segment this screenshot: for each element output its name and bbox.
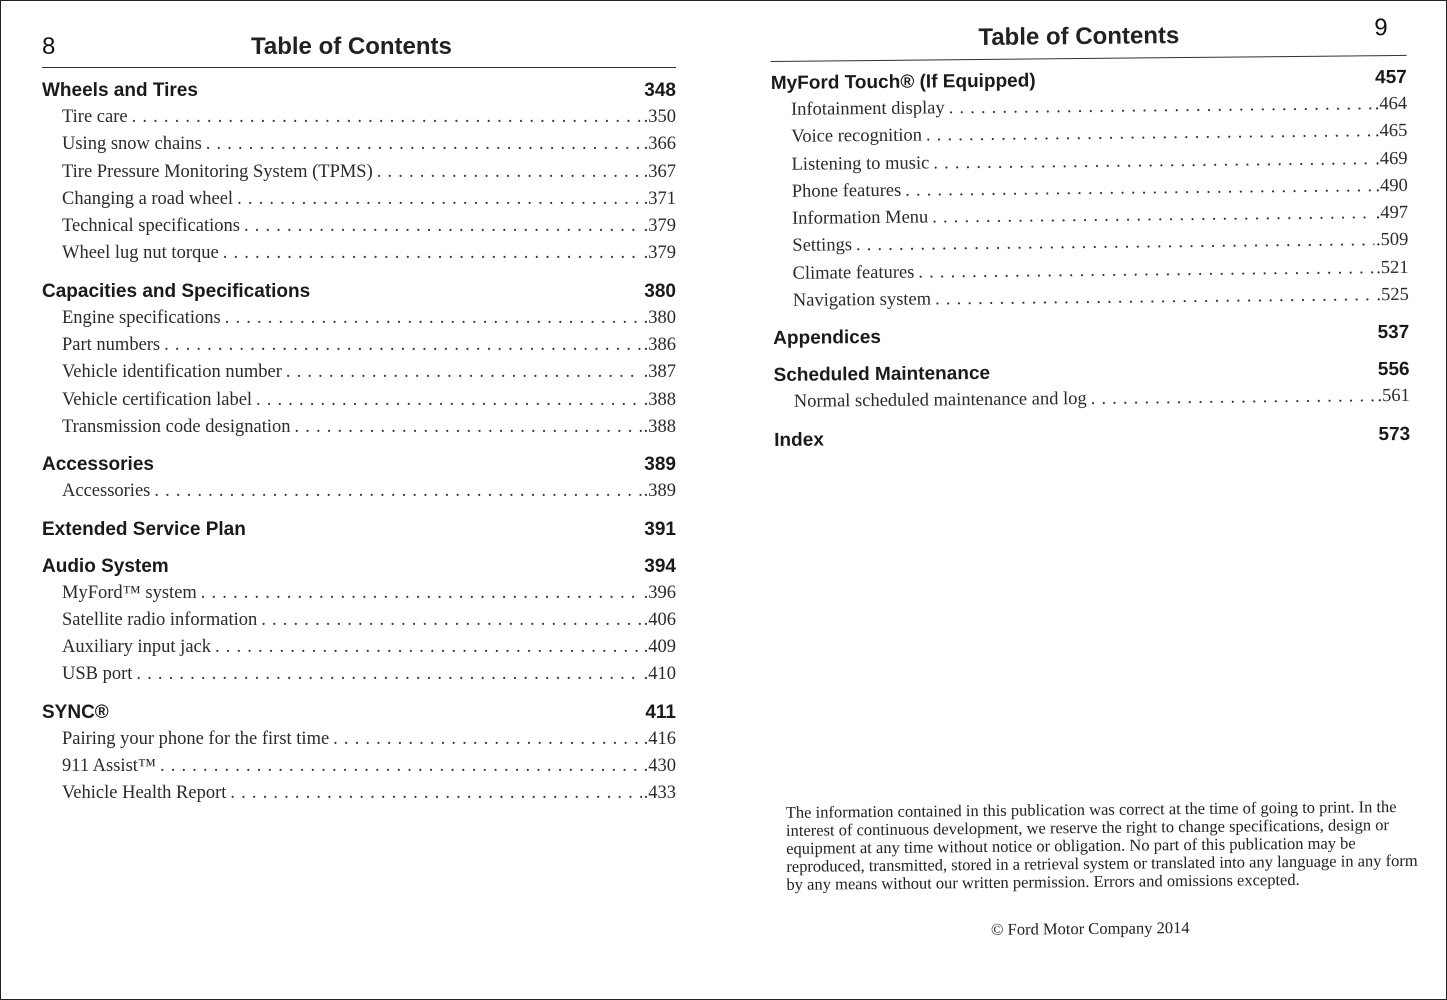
dot-leader bbox=[215, 634, 642, 661]
entry-page-number: .409 bbox=[643, 637, 676, 658]
entry-label: Using snow chains bbox=[62, 134, 202, 155]
section-gap bbox=[42, 268, 676, 278]
entry-page-number: .525 bbox=[1376, 284, 1409, 306]
entry-label: Climate features bbox=[792, 262, 915, 284]
entry-page-number: .406 bbox=[643, 609, 676, 630]
section-page-number: 457 bbox=[1374, 66, 1407, 89]
entry-label: Voice recognition bbox=[791, 125, 923, 148]
entry-page-number: .416 bbox=[643, 728, 676, 749]
entry-label: Technical specifications bbox=[62, 216, 240, 237]
entry-page-number: .465 bbox=[1374, 121, 1408, 142]
toc-entry[interactable] bbox=[42, 478, 676, 505]
toc-entry[interactable] bbox=[42, 359, 676, 386]
entry-page-number: .521 bbox=[1376, 257, 1409, 278]
section-title: Accessories bbox=[42, 454, 154, 476]
entry-page-number: .410 bbox=[643, 664, 676, 685]
entry-page-number: .371 bbox=[643, 188, 676, 209]
toc-entry[interactable] bbox=[42, 186, 676, 213]
entry-page-number: .379 bbox=[643, 216, 676, 237]
section-page-number: 380 bbox=[644, 280, 676, 302]
right-page bbox=[770, 0, 1420, 1000]
header-rule bbox=[771, 55, 1407, 62]
dot-leader bbox=[201, 580, 642, 607]
section-page-number: 573 bbox=[1378, 423, 1411, 445]
dot-leader bbox=[261, 607, 641, 634]
dot-leader bbox=[256, 387, 642, 414]
section-gap bbox=[42, 543, 676, 553]
toc-section-heading[interactable] bbox=[42, 451, 676, 478]
entry-page-number: .388 bbox=[643, 416, 676, 437]
toc-list bbox=[771, 64, 1411, 454]
section-title: MyFord Touch® (If Equipped) bbox=[770, 70, 1036, 94]
entry-page-number: .430 bbox=[643, 756, 676, 777]
entry-label: Vehicle Health Report bbox=[62, 783, 227, 804]
entry-label: Tire care bbox=[62, 107, 128, 127]
toc-entry[interactable] bbox=[42, 607, 676, 634]
dot-leader bbox=[1091, 384, 1376, 414]
dot-leader bbox=[949, 91, 1373, 122]
entry-label: MyFord™ system bbox=[62, 582, 197, 603]
toc-entry[interactable] bbox=[42, 213, 676, 240]
toc-entry[interactable] bbox=[42, 332, 676, 359]
entry-page-number: .387 bbox=[643, 362, 676, 383]
section-page-number: 537 bbox=[1377, 322, 1410, 344]
copyright-notice: © Ford Motor Company 2014 bbox=[990, 918, 1190, 939]
toc-section-heading[interactable] bbox=[42, 278, 676, 305]
entry-page-number: .469 bbox=[1375, 148, 1408, 169]
dot-leader bbox=[230, 780, 641, 807]
dot-leader bbox=[223, 240, 642, 267]
entry-page-number: .433 bbox=[643, 783, 676, 804]
entry-label: 911 Assist™ bbox=[62, 756, 157, 777]
dot-leader bbox=[164, 332, 641, 359]
entry-page-number: .561 bbox=[1377, 386, 1410, 407]
toc-entry[interactable] bbox=[42, 661, 676, 688]
entry-page-number: .497 bbox=[1375, 203, 1409, 224]
section-page-number: 556 bbox=[1377, 359, 1410, 381]
dot-leader bbox=[237, 186, 642, 213]
dot-leader bbox=[244, 213, 642, 240]
toc-entry[interactable] bbox=[42, 104, 676, 131]
section-page-number: 348 bbox=[644, 80, 676, 101]
entry-label: Tire Pressure Monitoring System (TPMS) bbox=[62, 161, 373, 182]
section-title: Appendices bbox=[773, 327, 882, 350]
page-number: 8 bbox=[42, 33, 56, 60]
entry-label: Listening to music bbox=[791, 153, 930, 175]
toc-entry[interactable] bbox=[42, 753, 676, 780]
disclaimer-text: The information contained in this publication was correct at the time of going to print. In the interest of continuous development, we reserve the right to change specifications, design or equipment at any time without notice or obligation. No part of this publication may be reproduced, transmitted, stored in a retrieval system or translated into any language in any form by any means without our written permission. Errors and omissions excepted. bbox=[785, 797, 1418, 894]
entry-label: Normal scheduled maintenance and log bbox=[793, 389, 1087, 413]
entry-label: Transmission code designation bbox=[62, 416, 291, 437]
toc-section-heading[interactable] bbox=[42, 516, 676, 543]
entry-label: Vehicle identification number bbox=[62, 362, 282, 383]
entry-label: USB port bbox=[62, 664, 133, 685]
dot-leader bbox=[225, 305, 642, 332]
dot-leader bbox=[206, 131, 642, 158]
section-title: Extended Service Plan bbox=[42, 518, 246, 540]
toc-entry[interactable] bbox=[42, 414, 676, 441]
dot-leader bbox=[286, 359, 642, 386]
section-title: Audio System bbox=[42, 555, 169, 577]
section-title: Wheels and Tires bbox=[42, 80, 198, 101]
toc-section-heading[interactable] bbox=[42, 699, 676, 726]
section-title: Scheduled Maintenance bbox=[773, 363, 991, 387]
entry-page-number: .379 bbox=[643, 243, 676, 264]
entry-label: Engine specifications bbox=[62, 307, 221, 328]
toc-entry[interactable] bbox=[42, 726, 676, 753]
header-rule bbox=[42, 67, 676, 68]
entry-page-number: .367 bbox=[643, 161, 676, 182]
dot-leader bbox=[377, 159, 642, 186]
toc-section-heading[interactable] bbox=[42, 77, 676, 104]
toc-list bbox=[42, 77, 676, 808]
entry-label: Vehicle certification label bbox=[62, 389, 253, 410]
dot-leader bbox=[918, 255, 1374, 287]
entry-label: Satellite radio information bbox=[62, 609, 258, 630]
dot-leader bbox=[132, 104, 642, 131]
toc-section-heading[interactable] bbox=[42, 553, 676, 580]
section-page-number: 389 bbox=[644, 454, 676, 476]
page-number: 9 bbox=[1374, 14, 1388, 42]
toc-entry[interactable] bbox=[42, 131, 676, 158]
entry-page-number: .380 bbox=[643, 307, 676, 328]
dot-leader bbox=[295, 414, 642, 441]
entry-page-number: .490 bbox=[1375, 175, 1408, 197]
section-gap bbox=[42, 441, 676, 451]
dot-leader bbox=[160, 753, 642, 780]
toc-entry[interactable] bbox=[42, 240, 676, 267]
section-gap bbox=[42, 506, 676, 516]
entry-page-number: .389 bbox=[643, 481, 676, 502]
entry-page-number: .509 bbox=[1375, 230, 1409, 251]
entry-page-number: .366 bbox=[643, 134, 676, 155]
dot-leader bbox=[933, 146, 1373, 178]
section-title: Capacities and Specifications bbox=[42, 280, 311, 302]
entry-label: Accessories bbox=[62, 481, 151, 502]
toc-section-heading[interactable] bbox=[774, 421, 1410, 454]
section-title: Index bbox=[774, 429, 824, 451]
entry-page-number: .396 bbox=[643, 582, 676, 603]
entry-label: Pairing your phone for the first time bbox=[62, 728, 330, 749]
page-title: Table of Contents bbox=[251, 33, 452, 60]
dot-leader bbox=[932, 200, 1374, 232]
entry-label: Settings bbox=[792, 235, 853, 257]
toc-entry[interactable] bbox=[42, 634, 676, 661]
entry-label: Wheel lug nut torque bbox=[62, 243, 219, 264]
section-title: SYNC® bbox=[42, 701, 109, 723]
toc-entry[interactable] bbox=[42, 580, 676, 607]
entry-page-number: .464 bbox=[1374, 93, 1408, 115]
entry-label: Auxiliary input jack bbox=[62, 637, 211, 658]
dot-leader bbox=[333, 726, 641, 753]
entry-label: Navigation system bbox=[792, 289, 932, 311]
dot-leader bbox=[136, 661, 641, 688]
dot-leader bbox=[926, 119, 1373, 151]
section-page-number: 391 bbox=[644, 518, 676, 540]
entry-label: Information Menu bbox=[792, 207, 929, 229]
entry-page-number: .388 bbox=[643, 389, 676, 410]
dot-leader bbox=[154, 478, 641, 505]
toc-entry[interactable] bbox=[42, 305, 676, 332]
toc-entry[interactable] bbox=[42, 159, 676, 186]
entry-page-number: .350 bbox=[643, 107, 676, 127]
entry-page-number: .386 bbox=[643, 335, 676, 356]
entry-label: Infotainment display bbox=[790, 98, 945, 120]
section-page-number: 394 bbox=[644, 555, 676, 577]
section-gap bbox=[42, 689, 676, 699]
toc-entry[interactable] bbox=[42, 387, 676, 414]
entry-label: Changing a road wheel bbox=[62, 188, 234, 209]
section-page-number: 411 bbox=[645, 701, 676, 723]
toc-entry[interactable] bbox=[42, 780, 676, 807]
entry-label: Part numbers bbox=[62, 335, 161, 356]
entry-label: Phone features bbox=[791, 180, 902, 202]
page-title: Table of Contents bbox=[978, 22, 1180, 52]
dot-leader bbox=[935, 282, 1375, 314]
left-page bbox=[42, 0, 676, 1000]
